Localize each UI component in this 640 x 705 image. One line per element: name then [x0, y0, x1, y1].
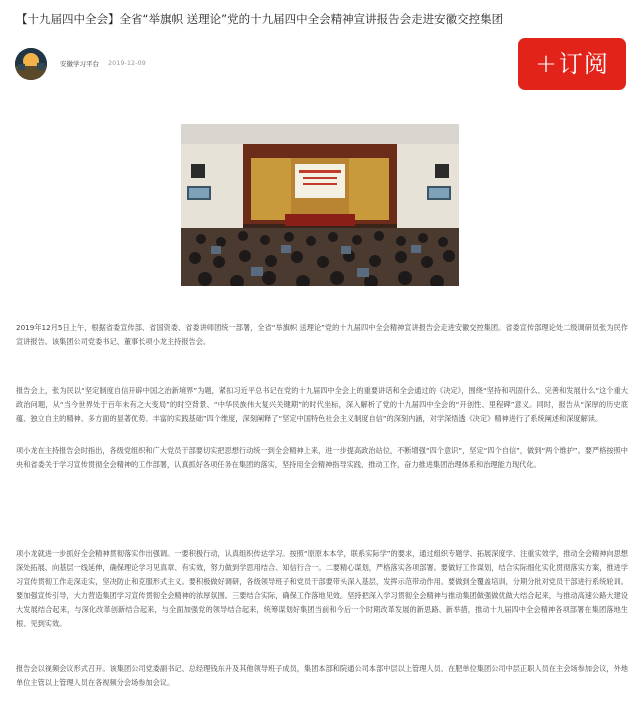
article-photo [181, 124, 459, 286]
author-name[interactable]: 安徽学习平台 [60, 60, 99, 68]
paragraph-2: 报告会上，张为民以“坚定制度自信开辟中国之治新境界”为题，紧扣习近平总书记在党的十九届四中全会上的重要讲话和全会通过的《决定》，围绕“坚持和巩固什么、完善和发展什么”这个重大政治问题，从“当今世界处于百年未有之大变局”的时空背景、“中华民族伟大复兴关键期”的时代坐标，深入解析了党的十九届四中全会的“开创性、里程碑”意义。同时，报告从“深厚的历史底蕴、独立自主的精神、多方面的显著优势、丰富的实践基础”四个维度，深刻阐释了“坚定中国特色社会主义制度自信”的深刻内涵，对学深悟透《决定》精神进行了系统阐述和深度解读。 [16, 386, 628, 423]
publish-date: 2019-12-09 [108, 59, 146, 67]
meeting-hall-image [181, 124, 459, 286]
paragraph-5: 报告会以视频会议形式召开。该集团公司党委副书记、总经理钱东升及其他领导班子成员，集团本部和院通公司本部中层以上管理人员、在肥单位集团公司中层正职人员在主会场参加会议，外地单位主管以上管理人员在各视频分会场参加会议。 [16, 664, 628, 687]
paragraph-1: 2019年12月5日上午，根据省委宣传部、省国资委、省委讲师团统一部署，全省“举旗帜 送理论”党的十九届四中全会精神宣讲报告会走进安徽交控集团。省委宣传部理论处二级调研员张为民作宣讲报告。该集团公司党委书记、董事长项小龙主持报告会。 [16, 323, 628, 346]
avatar-image [15, 48, 47, 80]
paragraph-3: 项小龙在主持报告会时指出，各级党组织和广大党员干部要切实把思想行动统一到全会精神上来，进一步提高政治站位，不断增强“四个意识”，坚定“四个自信”，做到“两个维护”。要严格按照中央和省委关于学习宣传贯彻全会精神的工作部署，认真抓好各项任务在集团的落实，坚持用全会精神指导实践、推动工作，奋力推进集团治理体系和治理能力现代化。 [16, 446, 628, 469]
author-avatar[interactable] [15, 48, 47, 80]
paragraph-4: 项小龙就进一步抓好全会精神贯彻落实作出强调。一要积极行动，认真组织传达学习。按照“原原本本学，联系实际学”的要求，通过组织专题学、拓展深度学、注重实效学，推动全会精神向思想深处拓展、向基层一线延伸，确保理论学习见真章、有实效，努力做到学思用结合、知信行合一。二要精心谋划，严格落实各项部署。要做好工作谋划，结合实际细化实化贯彻落实方案，推进学习宣传贯彻工作走深走实，坚决防止和克服形式主义。要积极做好调研，各级领导班子和党员干部要带头深入基层，发挥示范带动作用。要做到全覆盖培训，分期分批对党员干部进行系统轮训。要加强宣传引导，大力营造集团学习宣传贯彻全会精神的浓厚氛围。三要结合实际，确保工作落地见效。坚持把深入学习贯彻全会精神与推动集团做强做优做大结合起来，与推动高速公路大建设大发展结合起来，与深化改革创新结合起来，与全面加强党的领导结合起来，统筹谋划好集团当前和今后一个时期改革发展的新思路、新举措，推动十九届四中全会精神各项部署在集团落地生根、见到实效。 [16, 549, 628, 628]
subscribe-label: 订阅 [558, 50, 609, 78]
article-title: 【十九届四中全会】全省“举旗帜 送理论”党的十九届四中全会精神宣讲报告会走进安徽交控集团 [16, 12, 504, 26]
subscribe-button[interactable] [518, 38, 626, 90]
plus-icon: + [535, 49, 557, 79]
